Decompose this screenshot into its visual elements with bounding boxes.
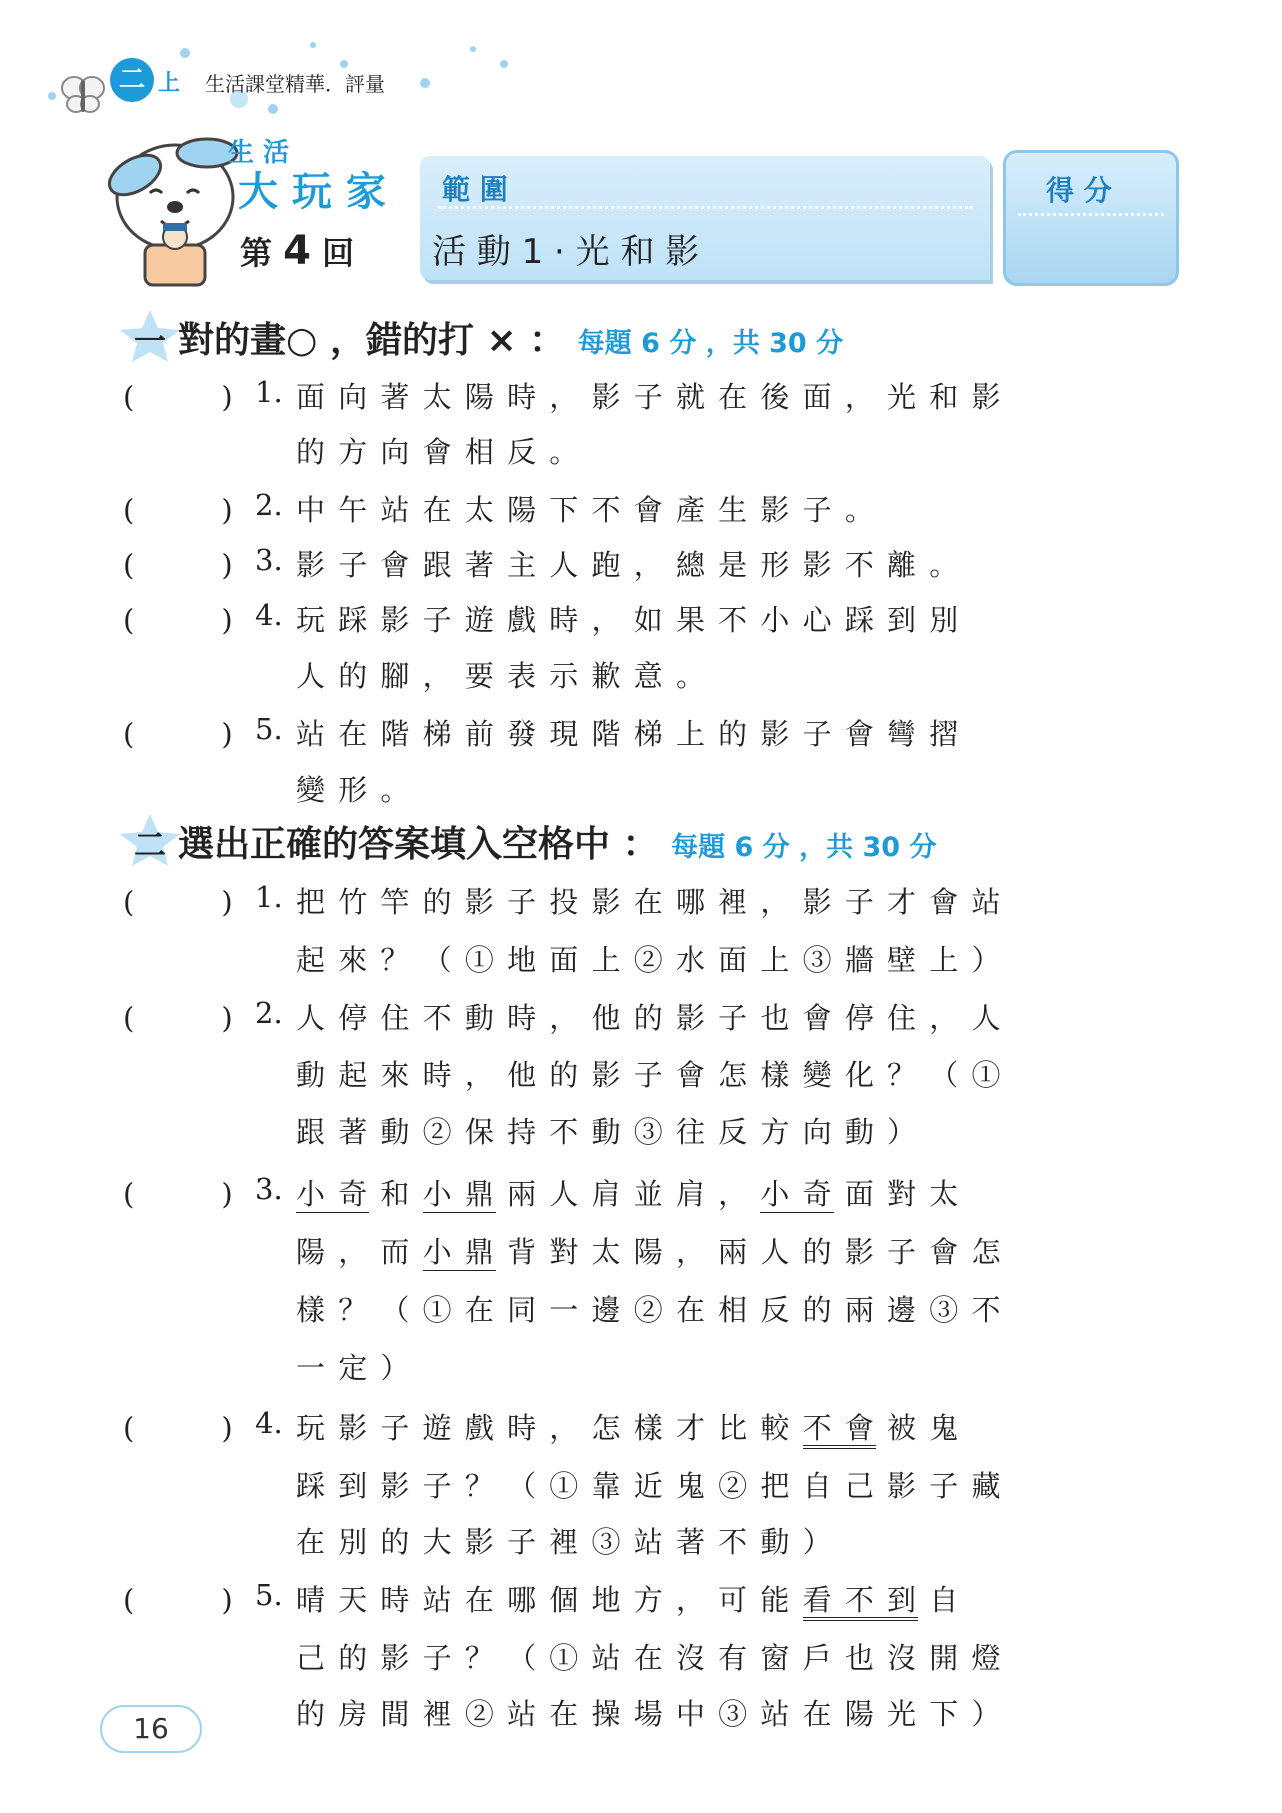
round-label <box>240 228 354 274</box>
question-number: 2. <box>255 996 283 1030</box>
butterfly-icon <box>60 72 106 116</box>
section1-heading <box>118 308 1218 368</box>
round-prefix: 第 <box>240 234 273 272</box>
answer-blank[interactable]: ( ) <box>123 493 233 527</box>
question-text <box>296 1230 1003 1271</box>
question-text: 玩 踩 影 子 遊 戲 時 ， 如 果 不 小 心 踩 到 別 <box>296 603 961 637</box>
answer-blank[interactable]: ( ) <box>123 1411 233 1445</box>
score-divider <box>1018 213 1164 216</box>
score-box <box>1003 150 1179 286</box>
round-suffix: 回 <box>322 234 355 272</box>
question-text: 面 向 著 太 陽 時 ， 影 子 就 在 後 面 ， 光 和 影 <box>296 380 1003 414</box>
section1-number: 一 <box>133 322 166 360</box>
answer-blank[interactable]: ( ) <box>123 1001 233 1035</box>
section1-title: 對的畫○ ，錯的打 × ： <box>178 320 566 361</box>
emphasized-text: 不 會 <box>803 1411 876 1449</box>
question-number: 3. <box>255 1172 283 1206</box>
question-text: 中 午 站 在 太 陽 下 不 會 產 生 影 子 。 <box>296 493 876 527</box>
question-number: 4. <box>255 1406 283 1440</box>
question-text: 人 的 腳 ， 要 表 示 歉 意 。 <box>296 659 707 693</box>
series-title-line2: 大 玩 家 <box>238 169 386 215</box>
text-segment: 陽 ， 而 <box>296 1235 423 1269</box>
question-text: 的 房 間 裡 ② 站 在 操 場 中 ③ 站 在 陽 光 下 ） <box>296 1697 1003 1731</box>
question-number: 4. <box>255 598 283 632</box>
question-number: 5. <box>255 1578 283 1612</box>
question-text: 起 來 ？ （ ① 地 面 上 ② 水 面 上 ③ 牆 壁 上 ） <box>296 943 1003 977</box>
question-text: 的 方 向 會 相 反 。 <box>296 435 581 469</box>
text-segment: 晴 天 時 站 在 哪 個 地 方 ， 可 能 <box>296 1583 803 1617</box>
text-segment: 面 對 太 <box>833 1177 961 1211</box>
text-segment: 和 <box>369 1177 423 1211</box>
text-segment: 自 <box>918 1583 961 1617</box>
question-text <box>296 1578 960 1619</box>
question-text <box>296 1406 960 1447</box>
proper-name: 小 鼎 <box>422 1177 496 1211</box>
question-number: 1. <box>255 880 283 914</box>
text-segment: 玩 影 子 遊 戲 時 ， 怎 樣 才 比 較 <box>296 1411 803 1445</box>
question-text: 站 在 階 梯 前 發 現 階 梯 上 的 影 子 會 彎 摺 <box>296 717 961 751</box>
question-text: 跟 著 動 ② 保 持 不 動 ③ 往 反 方 向 動 ） <box>296 1115 919 1149</box>
question-text: 己 的 影 子 ？ （ ① 站 在 沒 有 窗 戶 也 沒 開 燈 <box>296 1641 1003 1675</box>
range-divider <box>438 206 973 209</box>
answer-blank[interactable]: ( ) <box>123 885 233 919</box>
question-text: 人 停 住 不 動 時 ， 他 的 影 子 也 會 停 住 ， 人 <box>296 1001 1003 1035</box>
text-segment: 兩 人 肩 並 肩 ， <box>495 1177 761 1211</box>
question-text <box>296 1172 960 1213</box>
answer-blank[interactable]: ( ) <box>123 380 233 414</box>
emphasized-text: 看 不 到 <box>803 1583 918 1621</box>
question-text: 把 竹 竿 的 影 子 投 影 在 哪 裡 ， 影 子 才 會 站 <box>296 885 1003 919</box>
question-number: 2. <box>255 488 283 522</box>
question-text: 動 起 來 時 ， 他 的 影 子 會 怎 樣 變 化 ？ （ ① <box>296 1058 1003 1092</box>
text-segment: 被 鬼 <box>875 1411 961 1445</box>
range-box <box>420 156 990 280</box>
question-text: 在 別 的 大 影 子 裡 ③ 站 著 不 動 ） <box>296 1525 834 1559</box>
question-number: 1. <box>255 375 283 409</box>
proper-name: 小 奇 <box>760 1177 834 1211</box>
question-text: 樣 ？ （ ① 在 同 一 邊 ② 在 相 反 的 兩 邊 ③ 不 <box>296 1293 1003 1327</box>
question-text: 變 形 。 <box>296 773 412 807</box>
round-number: 4 <box>283 228 311 274</box>
section2-score: 每題 6 分 ，共 30 分 <box>671 832 937 863</box>
question-text: 踩 到 影 子 ？ （ ① 靠 近 鬼 ② 把 自 己 影 子 藏 <box>296 1469 1003 1503</box>
section2-title: 選出正確的答案填入空格中 ： <box>178 824 659 865</box>
answer-blank[interactable]: ( ) <box>123 603 233 637</box>
section2-heading <box>118 812 1218 872</box>
section2-number: 二 <box>133 826 166 864</box>
proper-name: 小 鼎 <box>422 1235 496 1269</box>
term-label: 上 <box>158 71 181 96</box>
score-label: 得 分 <box>1046 174 1112 207</box>
question-number: 5. <box>255 712 283 746</box>
series-title-line1: 生 活 <box>228 138 290 168</box>
answer-blank[interactable]: ( ) <box>123 548 233 582</box>
book-title: 生活課堂精華．評量 <box>205 72 385 96</box>
question-text: 影 子 會 跟 著 主 人 跑 ， 總 是 形 影 不 離 。 <box>296 548 961 582</box>
range-value: 活 動 1 · 光 和 影 <box>432 232 700 272</box>
text-segment: 背 對 太 陽 ， 兩 人 的 影 子 會 怎 <box>495 1235 1003 1269</box>
question-number: 3. <box>255 543 283 577</box>
proper-name: 小 奇 <box>296 1177 370 1211</box>
question-text: 一 定 ） <box>296 1351 412 1385</box>
answer-blank[interactable]: ( ) <box>123 1177 233 1211</box>
answer-blank[interactable]: ( ) <box>123 1583 233 1617</box>
grade-badge: 二 <box>110 58 154 102</box>
section1-score: 每題 6 分 ，共 30 分 <box>577 328 844 359</box>
range-label: 範 圍 <box>442 173 508 206</box>
answer-blank[interactable]: ( ) <box>123 717 233 751</box>
page-number: 16 <box>100 1705 202 1753</box>
